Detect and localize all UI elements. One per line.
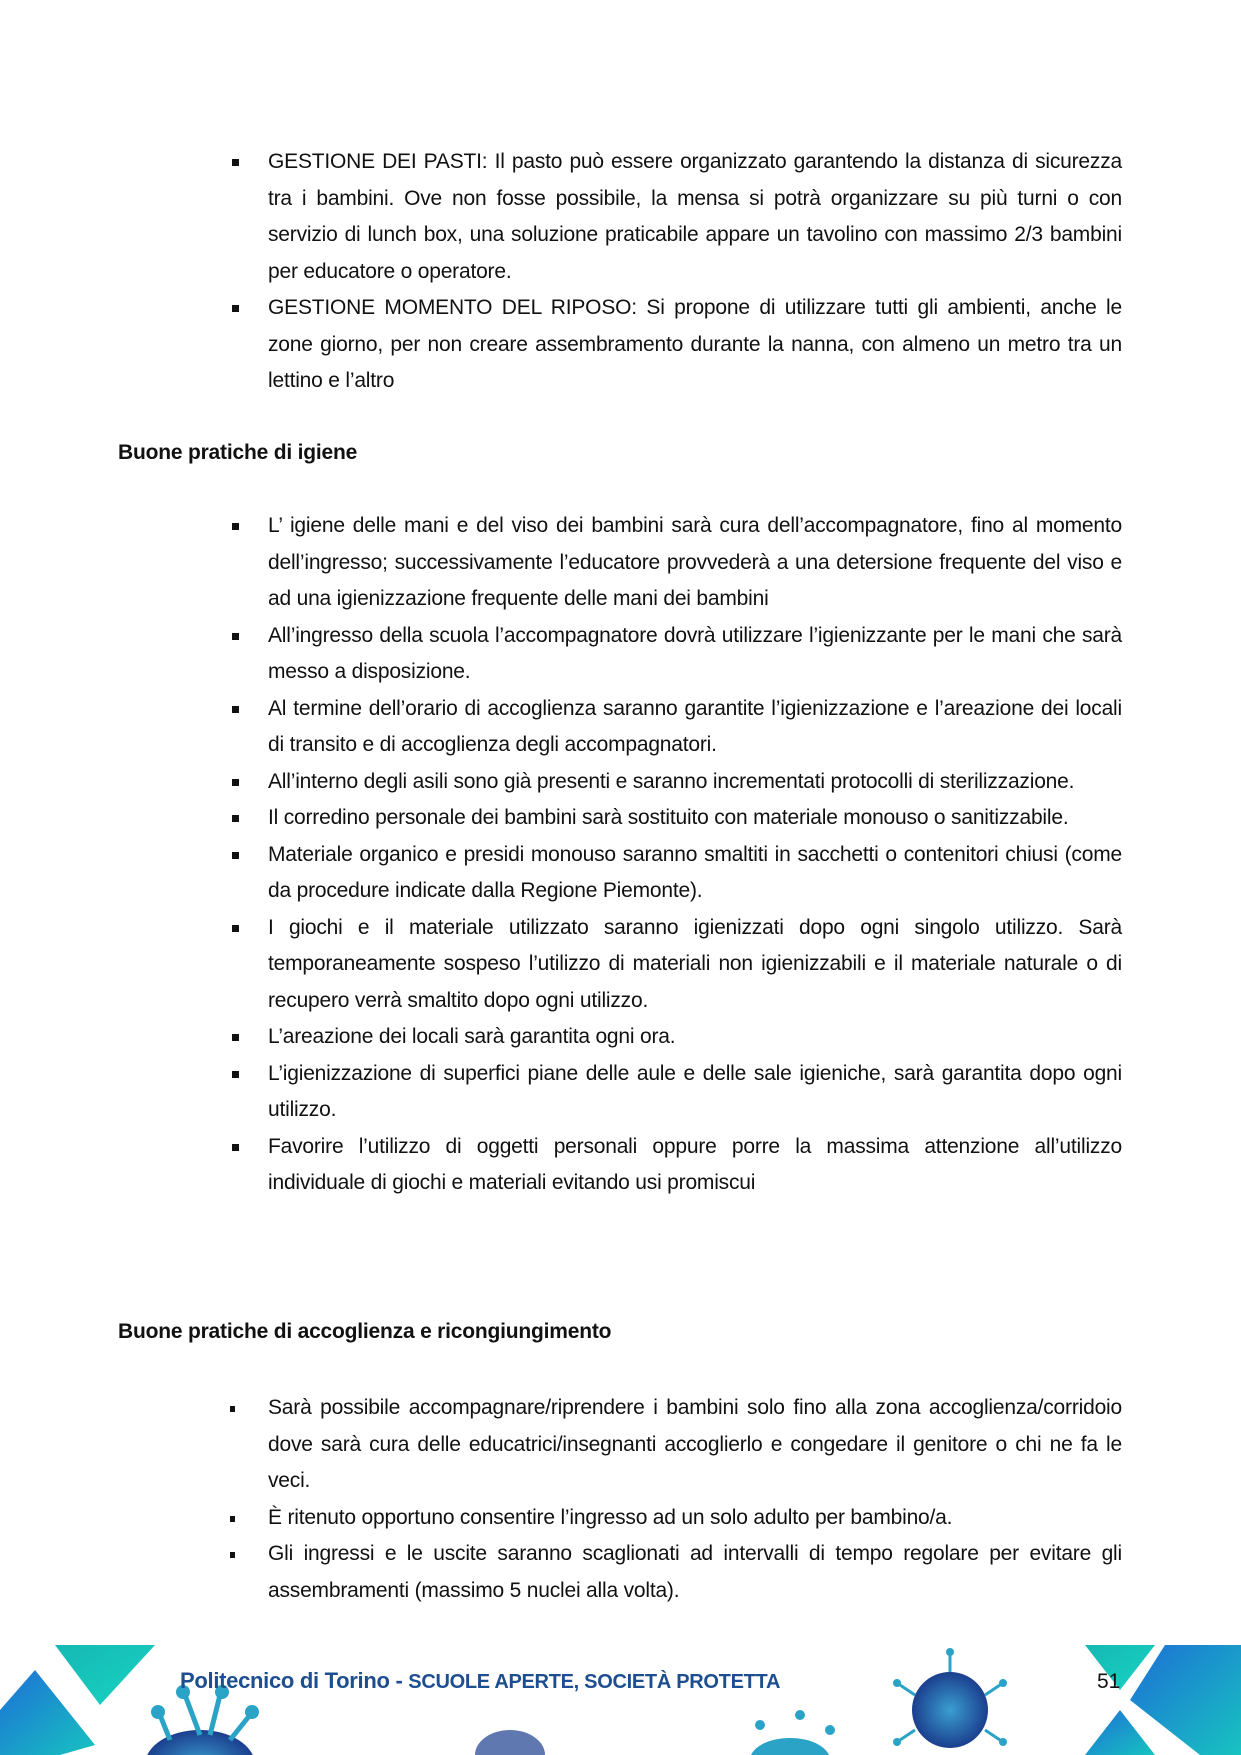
bullet-icon: [232, 925, 239, 932]
bullet-icon: [230, 1552, 235, 1558]
bullet-icon: [232, 815, 239, 822]
bullet-icon: [232, 779, 239, 786]
list-item: L’igienizzazione di superfici piane delle aule e delle sale igieniche, sarà garantita dopo ogni utilizzo.: [228, 1056, 1122, 1129]
page-number: 51: [1097, 1670, 1121, 1693]
reception-list: [228, 1390, 1122, 1609]
bullet-icon: [232, 1071, 239, 1078]
bullet-icon: [230, 1406, 235, 1412]
list-item: L’ igiene delle mani e del viso dei bambini sarà cura dell’accompagnatore, fino al momento dell’ingresso; successivamente l’educatore provvederà a una detersione frequente del viso e ad una igienizzazione frequente delle mani dei bambini: [228, 508, 1122, 618]
list-item: Favorire l’utilizzo di oggetti personali oppure porre la massima attenzione all’utilizzo individuale di giochi e materiali evitando usi promiscui: [228, 1129, 1122, 1202]
list-item: Il corredino personale dei bambini sarà sostituito con materiale monouso o sanitizzabile.: [228, 800, 1122, 837]
list-item: GESTIONE MOMENTO DEL RIPOSO: Si propone di utilizzare tutti gli ambienti, anche le zone giorno, per non creare assembramento durante la nanna, con almeno un metro tra un lettino e l’altro: [228, 290, 1122, 400]
bullet-icon: [232, 1034, 239, 1041]
bullet-icon: [232, 633, 239, 640]
page-footer: [0, 1640, 1241, 1755]
list-item: Al termine dell’orario di accoglienza saranno garantite l’igienizzazione e l’areazione dei locali di transito e di accoglienza degli accompagnatori.: [228, 691, 1122, 764]
list-item: Sarà possibile accompagnare/riprendere i bambini solo fino alla zona accoglienza/corridoio dove sarà cura delle educatrici/insegnanti accoglierlo e congedare il genitore o chi ne fa le veci.: [228, 1390, 1122, 1500]
list-item: I giochi e il materiale utilizzato saranno igienizzati dopo ogni singolo utilizzo. Sarà temporaneamente sospeso l’utilizzo di materiali non igienizzabili e il materiale naturale o di recupero verrà smaltito dopo ogni utilizzo.: [228, 910, 1122, 1020]
bullet-icon: [232, 305, 239, 312]
bullet-icon: [232, 852, 239, 859]
list-item: L’areazione dei locali sarà garantita ogni ora.: [228, 1019, 1122, 1056]
hygiene-list: [228, 508, 1122, 1202]
virus-icon: [145, 1685, 259, 1755]
bullet-icon: [230, 1516, 235, 1522]
footer-title: Politecnico di Torino - SCUOLE APERTE, SOCIETÀ PROTETTA: [180, 1668, 781, 1693]
section-heading-reception: Buone pratiche di accoglienza e ricongiungimento: [118, 1320, 612, 1343]
list-item: Gli ingressi e le uscite saranno scaglionati ad intervalli di tempo regolare per evitare gli assembramenti (massimo 5 nuclei alla volta).: [228, 1536, 1122, 1609]
list-item: GESTIONE DEI PASTI: Il pasto può essere organizzato garantendo la distanza di sicurezza tra i bambini. Ove non fosse possibile, la mensa si potrà organizzare su più turni o con servizio di lunch box, una soluzione praticabile appare un tavolino con massimo 2/3 bambini per educatore o operatore.: [228, 144, 1122, 290]
footer-decoration: [0, 1640, 1241, 1755]
bullet-icon: [232, 523, 239, 530]
section-heading-hygiene: Buone pratiche di igiene: [118, 441, 358, 464]
virus-icon: [750, 1710, 835, 1755]
virus-icon: [893, 1648, 1007, 1748]
list-item: È ritenuto opportuno consentire l’ingresso ad un solo adulto per bambino/a.: [228, 1500, 1122, 1537]
bullet-icon: [232, 159, 239, 166]
list-item: Materiale organico e presidi monouso saranno smaltiti in sacchetti o contenitori chiusi (come da procedure indicate dalla Regione Piemonte).: [228, 837, 1122, 910]
list-item: All’ingresso della scuola l’accompagnatore dovrà utilizzare l’igienizzante per le mani che sarà messo a disposizione.: [228, 618, 1122, 691]
meal-rest-list: [228, 144, 1122, 400]
list-item: All’interno degli asili sono già presenti e saranno incrementati protocolli di sterilizzazione.: [228, 764, 1122, 801]
bullet-icon: [232, 706, 239, 713]
bullet-icon: [232, 1144, 239, 1151]
